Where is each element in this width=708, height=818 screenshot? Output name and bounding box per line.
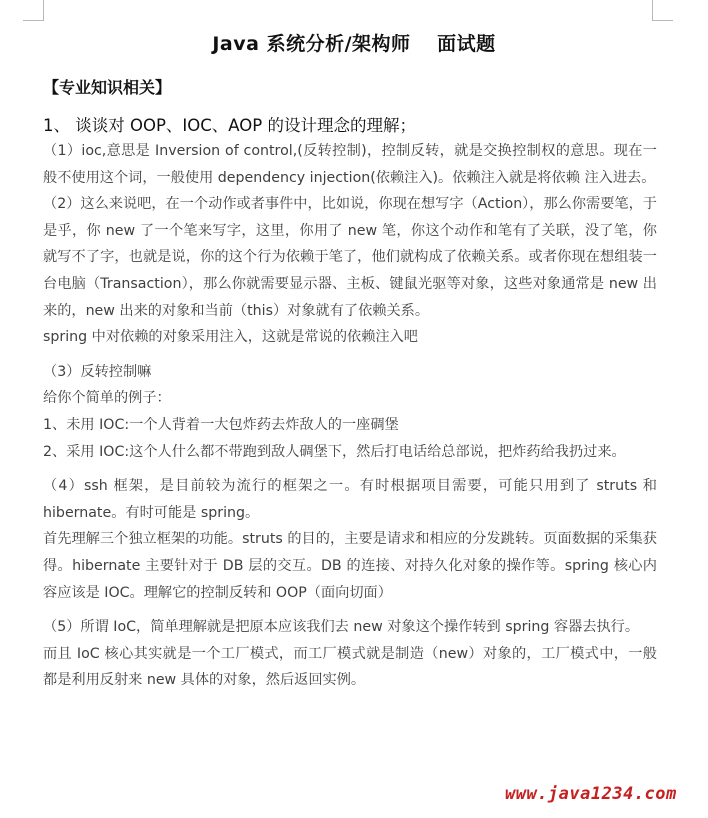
- watermark: www.java1234.com: [505, 784, 677, 804]
- answer-body: [43, 138, 657, 694]
- document-title: Java 系统分析/架构师 面试题: [212, 33, 496, 55]
- crop-mark-top-right: [652, 0, 673, 21]
- paragraph-ioc-simple: （5）所谓 IoC，简单理解就是把原本应该我们去 new 对象这个操作转到 spring 容器去执行。: [43, 619, 640, 636]
- paragraph-framework-functions: 首先理解三个独立框架的功能。struts 的目的，主要是请求和相应的分发跳转。页面数据的采集获得。hibernate 主要针对于 DB 层的交互。DB 的连接、对持久化对象的操作等。spring 核心内容应该是 IOC。理解它的控制反转和 OOP（面向切面）: [43, 531, 657, 601]
- crop-mark-top-left: [23, 0, 44, 21]
- paragraph-spring-injection: spring 中对依赖的对象采用注入，这就是常说的依赖注入吧: [43, 329, 418, 346]
- paragraph-inversion-heading: （3）反转控制嘛: [43, 363, 152, 380]
- paragraph-ssh-framework: （4）ssh 框架，是目前较为流行的框架之一。有时根据项目需要，可能只用到了 struts 和 hibernate。有时可能是 spring。: [43, 478, 657, 521]
- question-heading: 1、 谈谈对 OOP、IOC、AOP 的设计理念的理解；: [43, 116, 416, 135]
- paragraph-example-without-ioc: 1、未用 IOC:一个人背着一大包炸药去炸敌人的一座碉堡: [43, 416, 399, 433]
- paragraph-ioc-definition: （1）ioc,意思是 Inversion of control,(反转控制)，控制反转，就是交换控制权的意思。现在一般不使用这个词，一般使用 dependency injection(依赖注入)。依赖注入就是将依赖 注入进去。: [43, 143, 657, 186]
- section-heading: 【专业知识相关】: [43, 78, 172, 97]
- paragraph-example-intro: 给你个简单的例子：: [43, 390, 171, 407]
- paragraph-factory-pattern: 而且 IoC 核心其实就是一个工厂模式，而工厂模式就是制造（new）对象的，工厂模式中，一般都是利用反射来 new 具体的对象，然后返回实例。: [43, 645, 657, 689]
- paragraph-example-with-ioc: 2、采用 IOC:这个人什么都不带跑到敌人碉堡下，然后打电话给总部说，把炸药给我扔过来。: [43, 443, 626, 460]
- paragraph-dependency-example: （2）这么来说吧，在一个动作或者事件中，比如说，你现在想写字（Action），那么你需要笔，于是乎，你 new 了一个笔来写字，这里，你用了 new 笔，你这个动作和笔有了关联，没了笔，你就写不了字，也就是说，你的这个行为依赖于笔了，他们就构成了依赖关系。或者你现在想组装一台电脑（Transaction），那么你就需要显示器、主板、键鼠光驱等对象，这些对象通常是 new 出来的，new 出来的对象和当前（this）对象就有了依赖关系。: [43, 196, 657, 319]
